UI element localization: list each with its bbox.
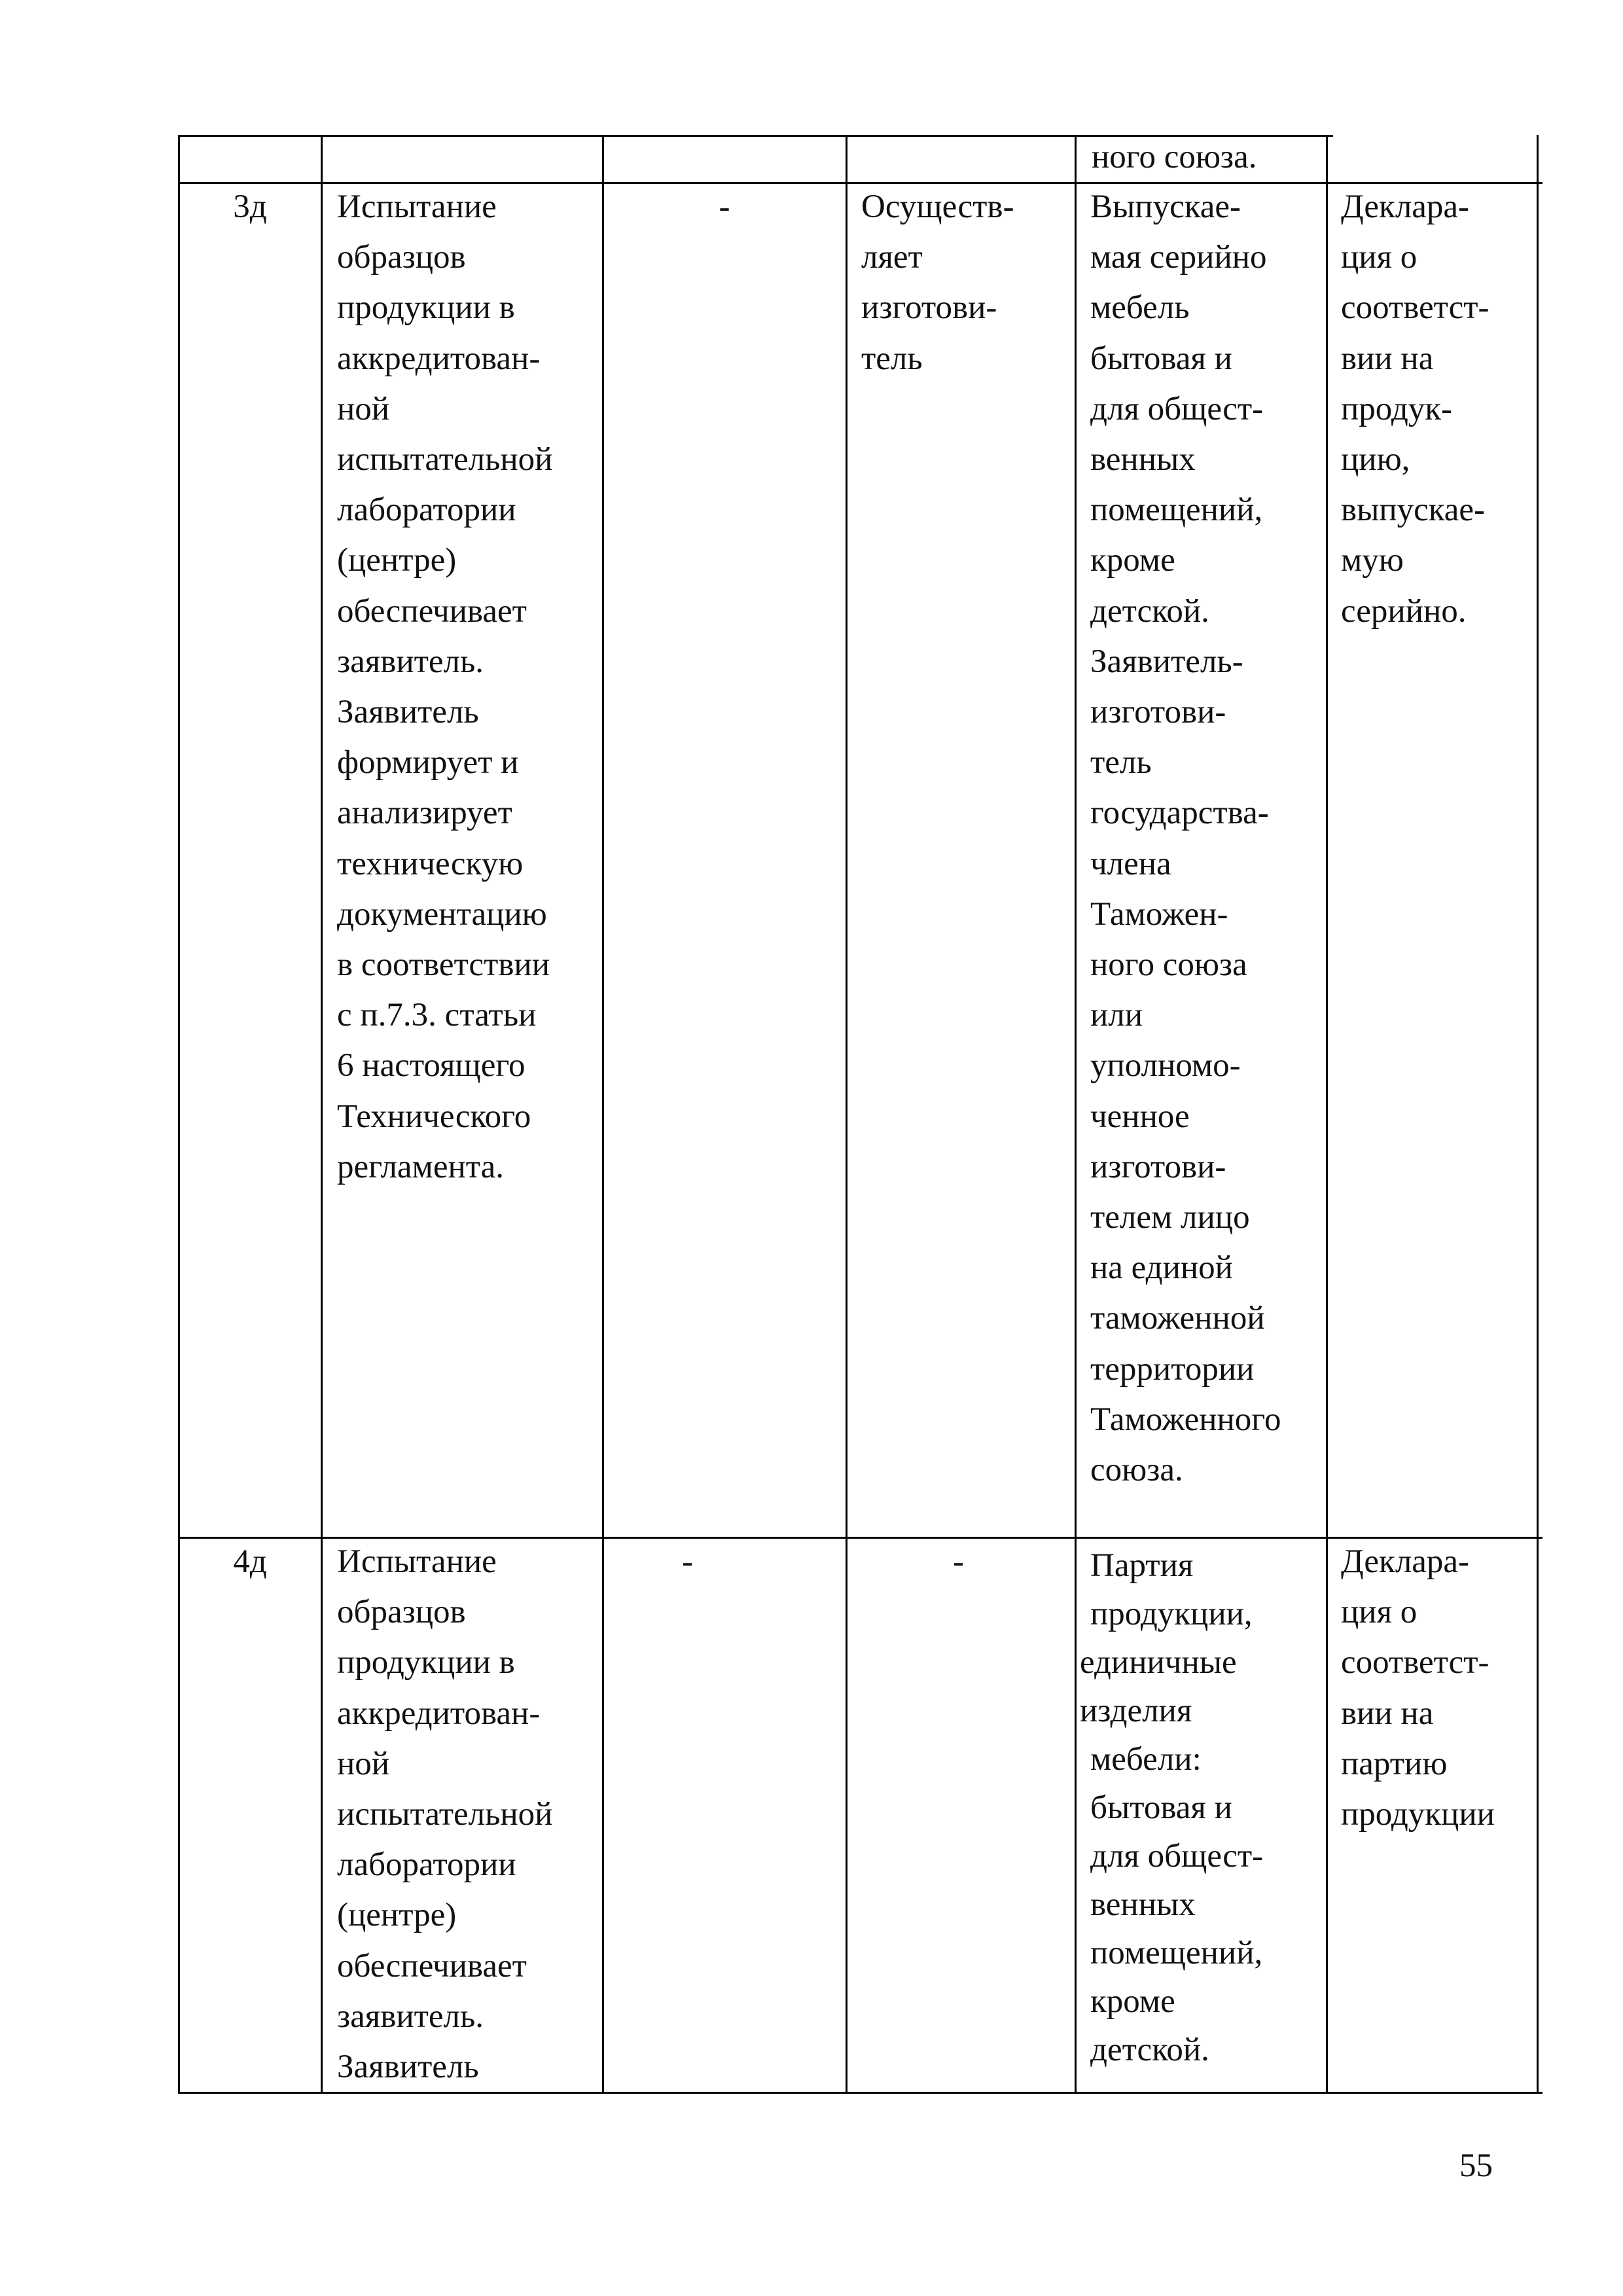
table-column-divider bbox=[1537, 135, 1539, 2094]
applicant-product-text: Выпускае- мая серийно мебель бытовая и для общест- венных помещений, кроме детской. Заявитель- изготови- тель государства- члена Таможен- ного союза или уполномо- ченное изготови- телем лицо на единой таможенной территории Таможенного союза. bbox=[1090, 188, 1281, 1489]
production-control-text: Осуществ- ляет изготови- тель bbox=[861, 188, 1014, 377]
furniture-scope-text: мебели: бытовая и для общест- венных помещений, кроме детской. bbox=[1090, 1741, 1264, 2068]
certification-cell: - bbox=[719, 188, 730, 225]
procedure-description: Испытание образцов продукции в аккредитован- ной испытательной лаборатории (центре) обеспечивает заявитель. Заявитель bbox=[337, 1543, 553, 2086]
table-column-divider bbox=[321, 135, 323, 2094]
production-control-text: - bbox=[953, 1543, 964, 1580]
procedure-description: Испытание образцов продукции в аккредитован- ной испытательной лаборатории (центре) обеспечивает заявитель. Заявитель формирует и анализирует техническую документацию в соответствии с п.7.3. статьи 6 настоящего Технического регламента. bbox=[337, 188, 553, 1185]
row-number: 3д bbox=[233, 188, 267, 225]
table-column-divider bbox=[1075, 135, 1077, 2094]
conformity-document-text: Деклара- ция о соответст- вии на продук- цию, выпускае- мую серийно. bbox=[1341, 188, 1489, 630]
carryover-col5-text: ного союза. bbox=[1092, 139, 1257, 175]
page-number: 55 bbox=[1459, 2147, 1493, 2184]
table-column-divider bbox=[1326, 135, 1328, 2094]
conformity-document-text: Деклара- ция о соответст- вии на партию продукции bbox=[1341, 1543, 1495, 1833]
certification-cell: - bbox=[682, 1543, 693, 1580]
table-column-divider bbox=[178, 135, 180, 2094]
single-items-text: единичные изделия bbox=[1080, 1644, 1237, 1729]
table-column-divider bbox=[602, 135, 604, 2094]
table-column-divider bbox=[846, 135, 847, 2094]
row-number: 4д bbox=[233, 1543, 267, 1580]
product-batch-text: Партия продукции, bbox=[1090, 1547, 1253, 1632]
